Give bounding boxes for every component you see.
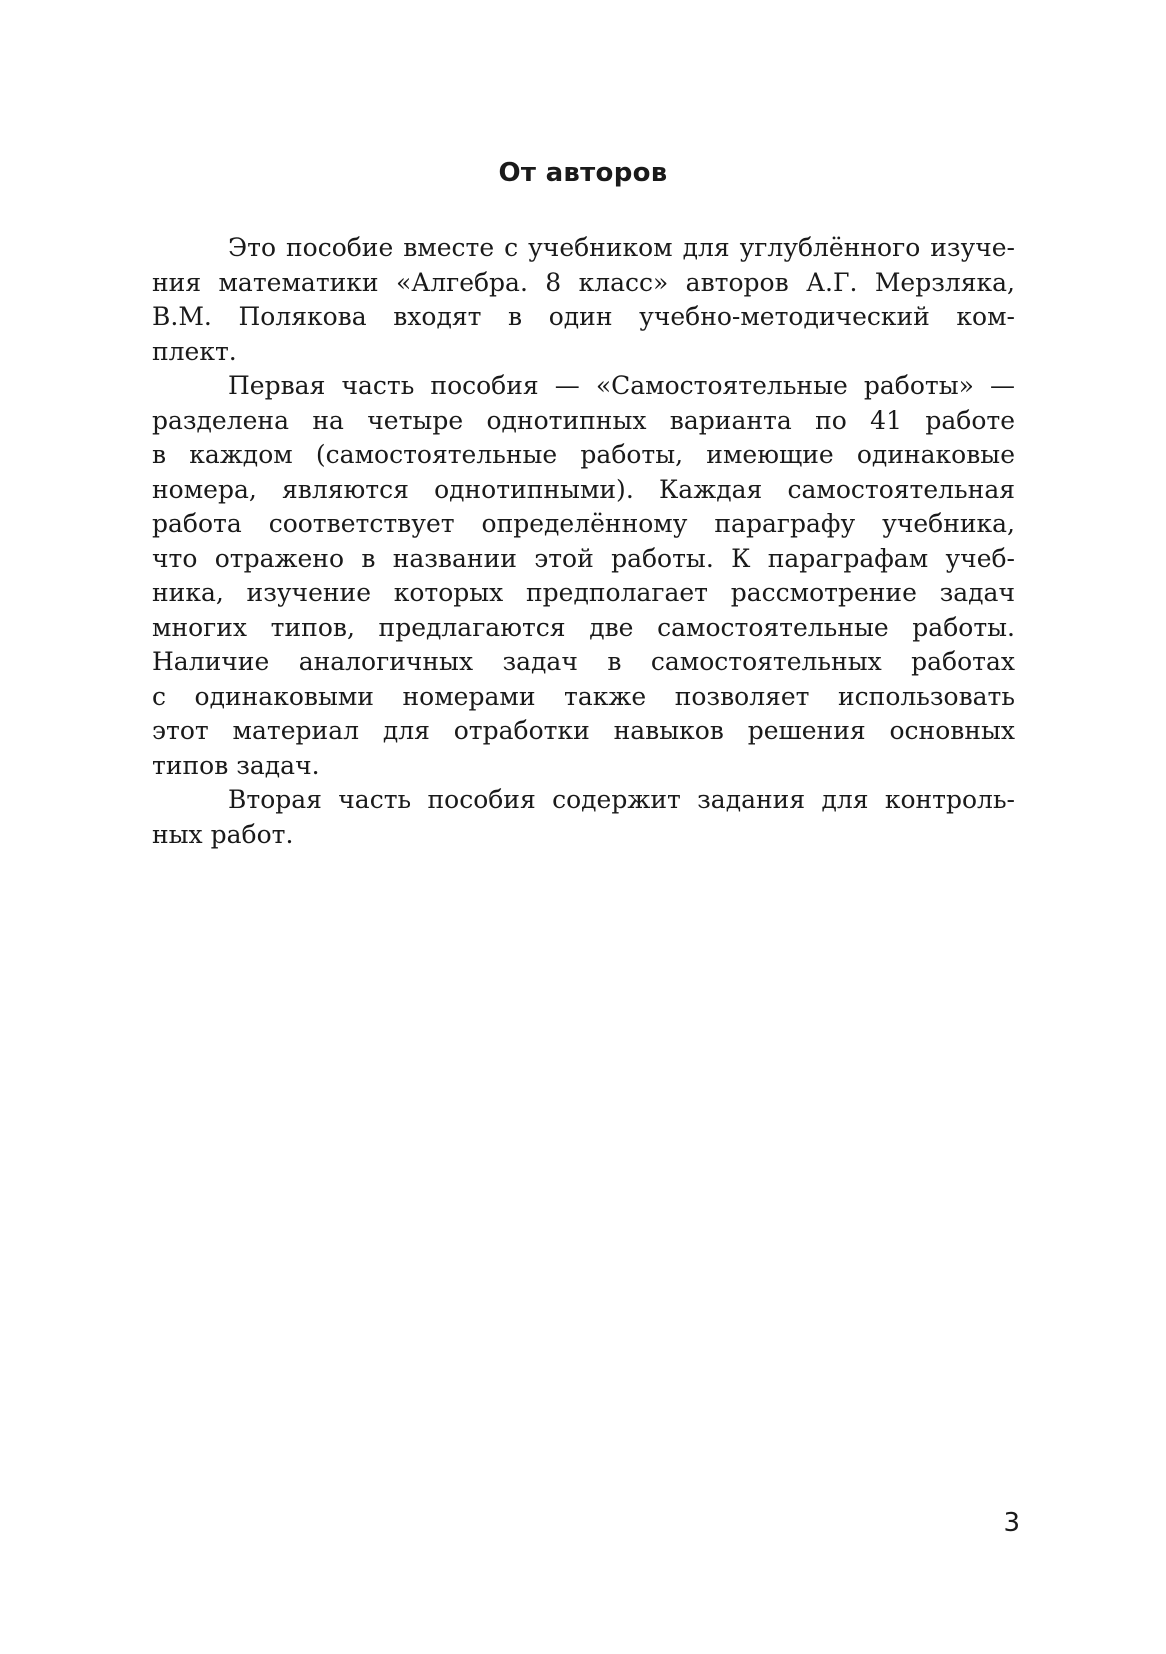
paragraph-1-line-3: В.М. Полякова входят в один учебно-методический ком- <box>152 302 1015 331</box>
paragraph-2-line-11: этот материал для отработки навыков решения основных <box>152 716 1015 745</box>
paragraph-3-line-2: ных работ. <box>152 819 294 849</box>
paragraph-2-line-8: многих типов, предлагаются две самостоятельные работы. <box>152 612 1015 642</box>
paragraph-2-line-12: типов задач. <box>152 750 320 780</box>
paragraph-3-line-1: Вторая часть пособия содержит задания для контроль- <box>228 785 1015 814</box>
paragraph-1-line-4: плект. <box>152 336 237 366</box>
paragraph-2-line-9: Наличие аналогичных задач в самостоятельных работах <box>152 647 1015 676</box>
paragraph-2-line-10: с одинаковыми номерами также позволяет использовать <box>152 681 1015 711</box>
paragraph-2-line-7: ника, изучение которых предполагает рассмотрение задач <box>152 578 1015 607</box>
paragraph-1-line-1: Это пособие вместе с учебником для углублённого изуче- <box>228 233 1015 262</box>
page-number: 3 <box>1003 1508 1020 1538</box>
paragraph-2-line-6: что отражено в названии этой работы. К параграфам учеб- <box>152 543 1015 573</box>
paragraph-2-line-3: в каждом (самостоятельные работы, имеющие одинаковые <box>152 440 1015 469</box>
paragraph-2-line-1: Первая часть пособия — «Самостоятельные работы» — <box>228 371 1015 400</box>
body-text <box>152 231 1015 852</box>
section-heading: От авторов <box>498 158 668 188</box>
paragraph-2-line-4: номера, являются однотипными). Каждая самостоятельная <box>152 474 1015 504</box>
paragraph-2-line-5: работа соответствует определённому параграфу учебника, <box>152 509 1015 538</box>
paragraph-2-line-2: разделена на четыре однотипных варианта по 41 работе <box>152 405 1015 435</box>
paragraph-1-line-2: ния математики «Алгебра. 8 класс» авторов А.Г. Мерзляка, <box>152 267 1015 297</box>
